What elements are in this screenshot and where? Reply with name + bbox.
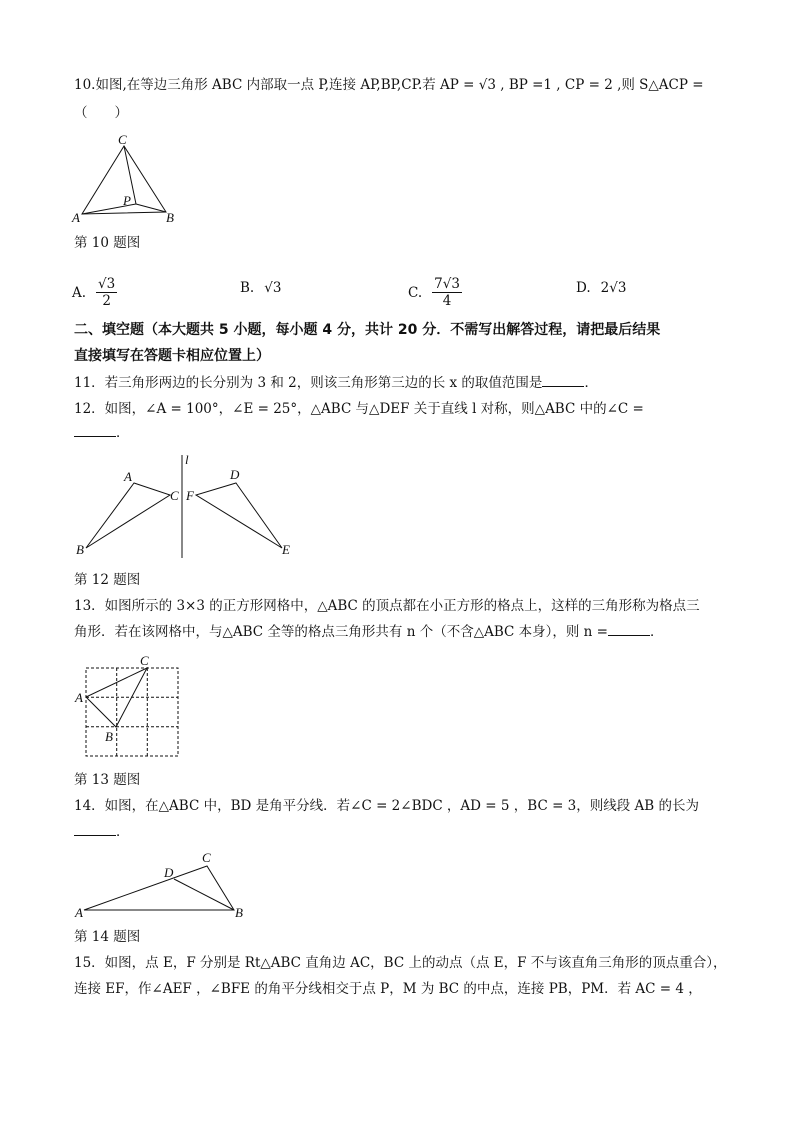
figure-q13-grid bbox=[86, 668, 178, 756]
fig13-label-b: B bbox=[105, 729, 113, 744]
q11-end: ． bbox=[584, 375, 598, 391]
q12-end: ． bbox=[116, 425, 130, 441]
q12-caption: 第 12 题图 bbox=[74, 572, 141, 588]
section-heading-line2: 直接填写在答题卡相应位置上） bbox=[74, 348, 270, 364]
q10-stem: 10.如图,在等边三角形 ABC 内部取一点 P,连接 AP,BP,CP.若 AP = √3 , BP =1 , CP = 2 ,则 S△ACP = bbox=[74, 77, 704, 93]
fig12-label-b: B bbox=[76, 542, 84, 557]
figure-q14 bbox=[84, 866, 234, 910]
q10-answer-paren: （ ） bbox=[74, 105, 128, 121]
q10-caption: 第 10 题图 bbox=[74, 235, 141, 251]
q15-line1: 15．如图，点 E，F 分别是 Rt△ABC 直角边 AC，BC 上的动点（点 E，F 不与该直角三角形的顶点重合）， bbox=[74, 955, 727, 971]
q12-stem: 12．如图，∠A = 100°，∠E = 25°，△ABC 与△DEF 关于直线 l 对称，则△ABC 中的∠C = bbox=[74, 401, 644, 417]
fig14-label-d: D bbox=[164, 865, 174, 880]
q15-line2: 连接 EF，作∠AEF ，∠BFE 的角平分线相交于点 P，M 为 BC 的中点，连接 PB，PM．若 AC = 4 ， bbox=[74, 981, 702, 997]
q13-line2 bbox=[74, 623, 663, 641]
q14-stem: 14．如图，在△ABC 中，BD 是角平分线．若∠C = 2∠BDC ，AD = 5 ，BC = 3，则线段 AB 的长为 bbox=[74, 798, 700, 814]
option-letter: D. bbox=[576, 280, 591, 296]
fig10-label-b: B bbox=[166, 210, 174, 225]
fig10-label-c: C bbox=[118, 132, 127, 147]
q13-caption: 第 13 题图 bbox=[74, 772, 141, 788]
q12-answer-blank[interactable] bbox=[74, 424, 116, 437]
q10-option-d[interactable] bbox=[576, 280, 626, 296]
fig12-label-l: l bbox=[185, 452, 189, 467]
q14-answer bbox=[74, 823, 130, 841]
fig12-label-f: F bbox=[186, 488, 194, 503]
fig14-label-a: A bbox=[75, 905, 83, 920]
fig12-label-c: C bbox=[170, 488, 179, 503]
denominator: 2 bbox=[102, 293, 111, 309]
option-value: √3 bbox=[264, 280, 282, 296]
q13-stem: 角形．若在该网格中，与△ABC 全等的格点三角形共有 n 个（不含△ABC 本身），则 n = bbox=[74, 624, 608, 640]
q11-stem: 11．若三角形两边的长分别为 3 和 2，则该三角形第三边的长 x 的取值范围是 bbox=[74, 375, 543, 391]
option-value: 2√3 bbox=[600, 280, 627, 296]
q14-caption: 第 14 题图 bbox=[74, 929, 141, 945]
q10-option-a[interactable] bbox=[72, 276, 117, 309]
numerator: √3 bbox=[98, 276, 116, 292]
q13-answer-blank[interactable] bbox=[608, 623, 650, 636]
option-letter: C. bbox=[408, 284, 423, 301]
numerator: 7√3 bbox=[434, 276, 460, 292]
q11-text bbox=[74, 374, 598, 392]
fig12-label-d: D bbox=[230, 467, 240, 482]
fig12-label-a: A bbox=[124, 469, 132, 484]
fig14-label-c: C bbox=[202, 850, 211, 865]
q10-option-c[interactable] bbox=[408, 276, 462, 309]
option-fraction bbox=[96, 276, 117, 309]
fig13-label-a: A bbox=[75, 690, 83, 705]
q10-option-b[interactable] bbox=[240, 280, 281, 296]
q11-answer-blank[interactable] bbox=[542, 374, 584, 387]
q13-end: ． bbox=[649, 624, 664, 640]
option-letter: B. bbox=[240, 280, 255, 296]
fig10-label-p: P bbox=[123, 193, 131, 208]
figure-q12 bbox=[86, 455, 282, 558]
fig14-label-b: B bbox=[235, 905, 243, 920]
q12-answer bbox=[74, 424, 130, 442]
fig10-label-a: A bbox=[72, 210, 80, 225]
option-fraction bbox=[432, 276, 462, 309]
q14-answer-blank[interactable] bbox=[74, 823, 116, 836]
denominator: 4 bbox=[442, 293, 452, 309]
q13-line1: 13．如图所示的 3×3 的正方形网格中，△ABC 的顶点都在小正方形的格点上，这样的三角形称为格点三 bbox=[74, 598, 700, 614]
fig13-label-c: C bbox=[140, 653, 149, 668]
q14-end: ． bbox=[116, 824, 130, 840]
fig12-label-e: E bbox=[282, 542, 290, 557]
section-heading-line1: 二、填空题（本大题共 5 小题，每小题 4 分，共计 20 分．不需写出解答过程，请把最后结果 bbox=[74, 322, 661, 338]
option-letter: A. bbox=[72, 284, 87, 301]
